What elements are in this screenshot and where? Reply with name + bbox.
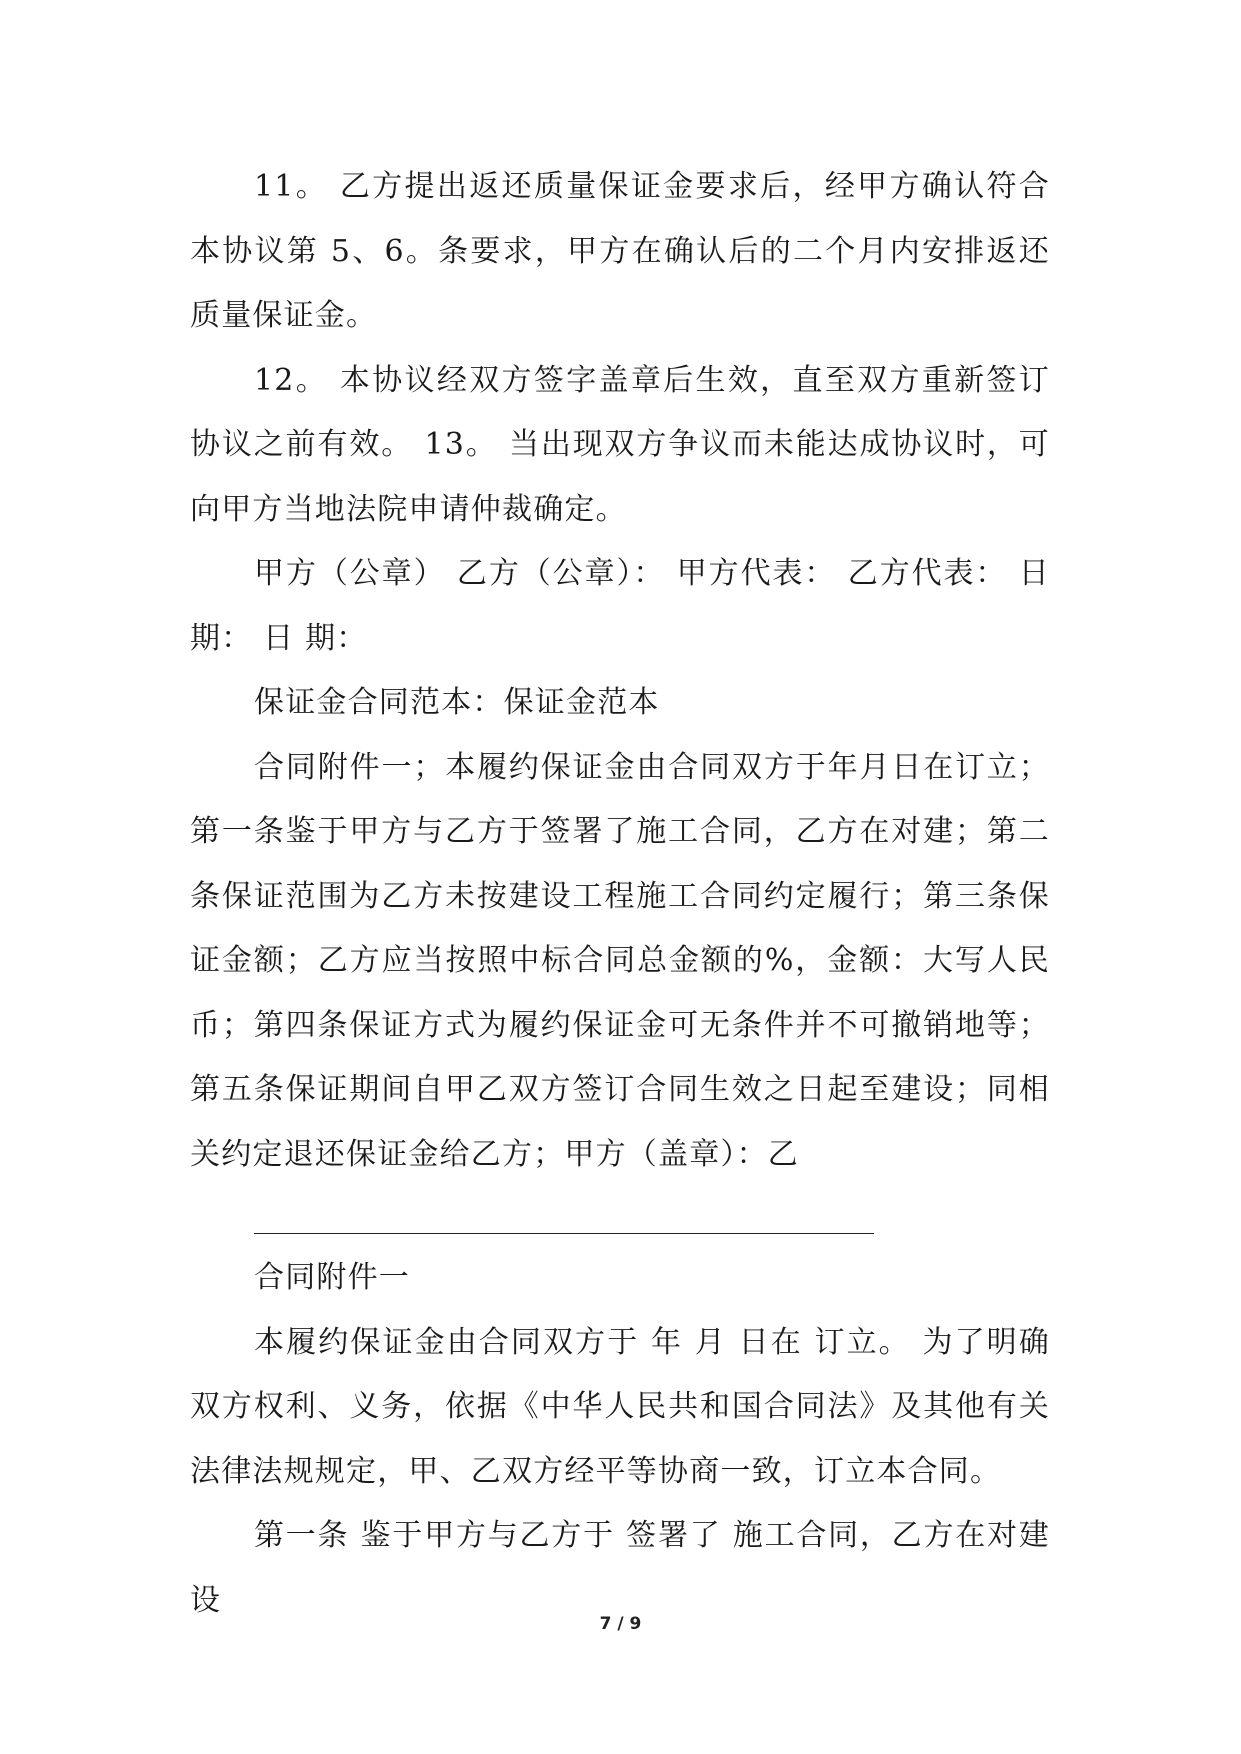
paragraph-article-one: 第一条 鉴于甲方与乙方于 签署了 施工合同，乙方在对建设 [190, 1518, 1050, 1618]
paragraph-clause-11: 11。 乙方提出返还质量保证金要求后，经甲方确认符合本协议第 5、6。条要求，甲方在确认后的二个月内安排返还质量保证金。 [190, 169, 1050, 333]
paragraph-clause-12-13: 12。 本协议经双方签字盖章后生效，直至双方重新签订协议之前有效。 13。 当出现双方争议而未能达成协议时，可向甲方当地法院申请仲裁确定。 [190, 362, 1050, 527]
page-number: 7 / 9 [599, 1614, 642, 1634]
paragraph-attachment-summary: 合同附件一；本履约保证金由合同双方于年月日在订立；第一条鉴于甲方与乙方于签署了施工合同，乙方在对建；第二条保证范围为乙方未按建设工程施工合同约定履行；第三条保证金额；乙方应当按照中标合同总金额的%，金额：大写人民币；第四条保证方式为履约保证金可无条件并不可撤销地等；第五条保证期间自甲乙双方签订合同生效之日起至建设；同相关约定退还保证金给乙方；甲方（盖章）：乙 [190, 749, 1050, 1172]
paragraph-signatures: 甲方（公章） 乙方（公章）： 甲方代表： 乙方代表： 日 期： 日 期： [190, 556, 1050, 656]
paragraph-template-title: 保证金合同范本：保证金范本 [254, 685, 660, 720]
paragraph-attachment-intro: 本履约保证金由合同双方于 年 月 日在 订立。 为了明确双方权利、义务，依据《中华人民共和国合同法》及其他有关法律法规规定，甲、乙双方经平等协商一致，订立本合同。 [190, 1324, 1050, 1489]
paragraph-attachment-heading: 合同附件一 [254, 1260, 410, 1295]
document-body [190, 155, 1050, 1633]
section-divider [254, 1233, 874, 1234]
